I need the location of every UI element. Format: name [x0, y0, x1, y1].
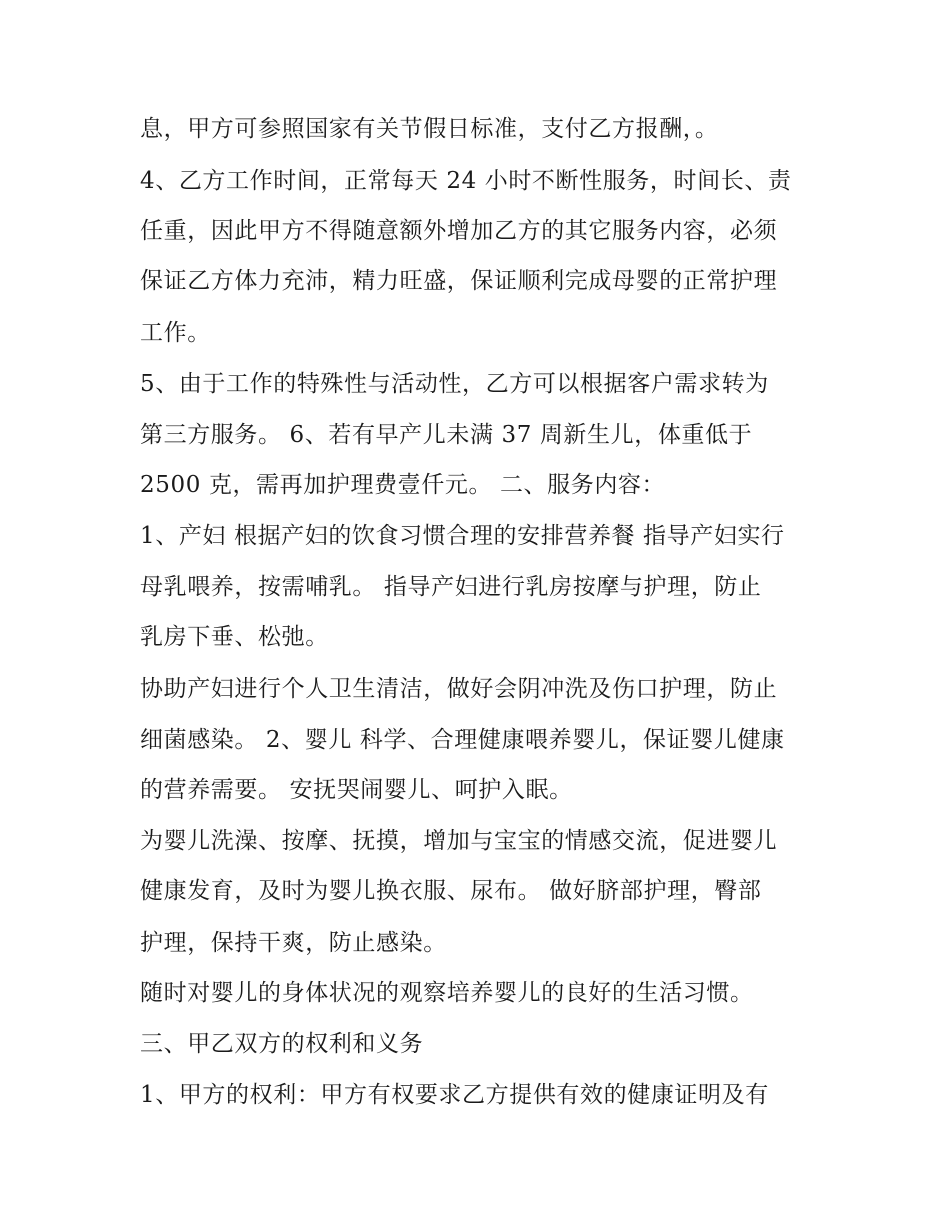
text-line: 1、产妇 根据产妇的饮食习惯合理的安排营养餐 指导产妇实行 — [140, 523, 785, 549]
text-line: 乳房下垂、松弛。 — [140, 624, 329, 650]
text-line: 保证乙方体力充沛，精力旺盛，保证顺利完成母婴的正常护理 — [140, 268, 778, 294]
text-line: 细菌感染。 2、婴儿 科学、合理健康喂养婴儿，保证婴儿健康 — [140, 727, 785, 753]
text-line: 第三方服务。 6、若有早产儿未满 37 周新生儿，体重低于 — [140, 422, 753, 448]
text-line: 随时对婴儿的身体状况的观察培养婴儿的良好的生活习惯。 — [140, 980, 754, 1006]
text-line: 5、由于工作的特殊性与活动性，乙方可以根据客户需求转为 — [140, 371, 769, 397]
text-line: 护理，保持干爽，防止感染。 — [140, 930, 447, 956]
text-line: 三、甲乙双方的权利和义务 — [140, 1031, 424, 1057]
text-line: 任重，因此甲方不得随意额外增加乙方的其它服务内容，必须 — [140, 218, 778, 244]
text-line: 2500 克，需再加护理费壹仟元。 二、服务内容： — [140, 472, 666, 498]
text-line: 协助产妇进行个人卫生清洁，做好会阴冲洗及伤口护理，防止 — [140, 676, 778, 702]
text-line: 1、甲方的权利：甲方有权要求乙方提供有效的健康证明及有 — [140, 1082, 769, 1108]
text-line: 息，甲方可参照国家有关节假日标准，支付乙方报酬，。 — [140, 116, 719, 142]
text-line: 的营养需要。 安抚哭闹婴儿、呵护入眠。 — [140, 777, 573, 803]
text-line: 为婴儿洗澡、按摩、抚摸，增加与宝宝的情感交流，促进婴儿 — [140, 828, 778, 854]
text-line: 4、乙方工作时间，正常每天 24 小时不断性服务，时间长、责 — [140, 168, 792, 194]
text-line: 母乳喂养，按需哺乳。 指导产妇进行乳房按摩与护理，防止 — [140, 574, 762, 600]
text-line: 工作。 — [140, 320, 211, 346]
text-line: 健康发育，及时为婴儿换衣服、尿布。 做好脐部护理，臀部 — [140, 878, 762, 904]
